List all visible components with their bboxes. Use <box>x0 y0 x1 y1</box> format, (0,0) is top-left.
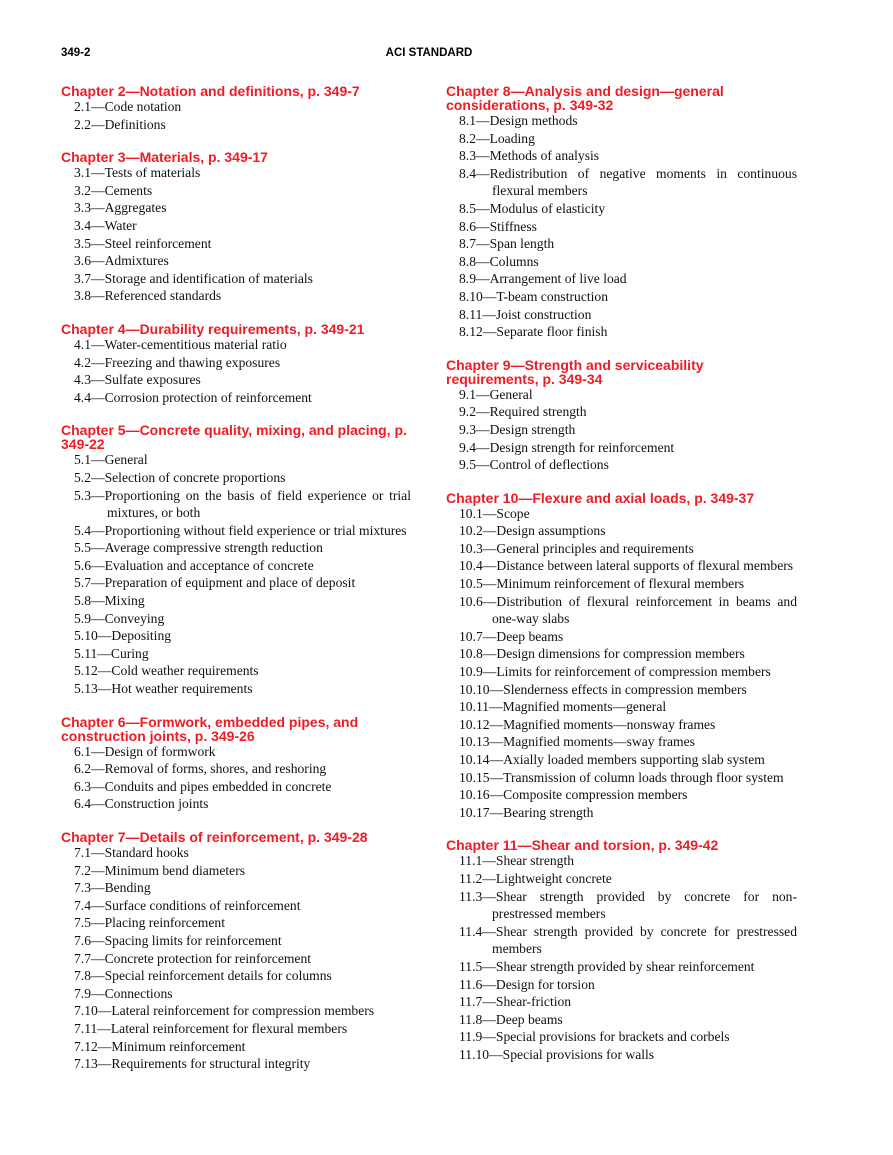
section-entry: 10.9—Limits for reinforcement of compression members <box>459 664 771 680</box>
chapter-heading: Chapter 11—Shear and torsion, p. 349-42 <box>446 837 719 854</box>
section-entry: 10.3—General principles and requirements <box>459 540 694 556</box>
chapter-section <box>61 423 411 697</box>
section-entry: 8.1—Design methods <box>459 113 578 128</box>
section-entry: 4.2—Freezing and thawing exposures <box>74 354 281 370</box>
section-entry: 11.2—Lightweight concrete <box>459 870 612 886</box>
section-entry: 5.2—Selection of concrete proportions <box>74 469 286 485</box>
section-entry: 3.4—Water <box>74 217 137 233</box>
toc-left-column <box>61 84 411 1090</box>
section-entry: 10.2—Design assumptions <box>459 523 606 539</box>
chapter-heading: Chapter 5—Concrete quality, mixing, and placing, p. 349-22 <box>61 422 407 453</box>
section-entry: 10.12—Magnified moments—nonsway frames <box>459 716 716 732</box>
section-entry: 5.6—Evaluation and acceptance of concrete <box>74 557 314 573</box>
chapter-section <box>61 715 411 813</box>
section-entry: 8.10—T-beam construction <box>459 288 608 304</box>
section-list <box>61 98 411 133</box>
section-entry: 10.6—Distribution of flexural reinforcement in beams and one-way slabs <box>459 593 797 627</box>
section-list <box>446 852 797 1063</box>
section-entry: 8.7—Span length <box>459 236 555 252</box>
section-entry: 10.5—Minimum reinforcement of flexural members <box>459 576 745 592</box>
section-entry: 5.8—Mixing <box>74 593 145 609</box>
section-entry: 8.12—Separate floor finish <box>459 324 608 340</box>
section-entry: 11.9—Special provisions for brackets and corbels <box>459 1029 730 1045</box>
section-entry: 3.8—Referenced standards <box>74 288 222 304</box>
section-entry: 9.5—Control of deflections <box>459 457 609 473</box>
section-entry: 9.2—Required strength <box>459 404 587 420</box>
section-entry: 8.11—Joist construction <box>459 306 592 322</box>
section-entry: 11.5—Shear strength provided by shear reinforcement <box>459 958 755 974</box>
chapter-section <box>61 84 411 133</box>
section-entry: 4.3—Sulfate exposures <box>74 372 201 388</box>
section-entry: 6.4—Construction joints <box>74 796 209 812</box>
section-entry: 7.11—Lateral reinforcement for flexural members <box>74 1020 348 1036</box>
section-entry: 11.7—Shear-friction <box>459 994 572 1010</box>
section-entry: 6.2—Removal of forms, shores, and reshoring <box>74 761 327 777</box>
section-entry: 3.2—Cements <box>74 182 153 198</box>
section-entry: 10.17—Bearing strength <box>459 804 594 820</box>
section-entry: 11.6—Design for torsion <box>459 976 595 992</box>
section-list <box>446 505 797 822</box>
section-entry: 3.5—Steel reinforcement <box>74 235 212 251</box>
section-entry: 5.3—Proportioning on the basis of field experience or trial mixtures, or both <box>74 487 411 521</box>
section-entry: 7.7—Concrete protection for reinforcement <box>74 950 312 966</box>
chapter-heading: Chapter 8—Analysis and design—general considerations, p. 349-32 <box>446 83 724 113</box>
section-list <box>446 386 797 474</box>
chapter-section <box>446 84 797 341</box>
section-entry: 6.1—Design of formwork <box>74 743 216 759</box>
chapter-heading: Chapter 2—Notation and definitions, p. 349-7 <box>61 83 360 99</box>
chapter-heading: Chapter 3—Materials, p. 349-17 <box>61 149 268 166</box>
section-entry: 10.1—Scope <box>459 505 530 521</box>
section-entry: 10.11—Magnified moments—general <box>459 699 667 715</box>
chapter-heading: Chapter 4—Durability requirements, p. 349-21 <box>61 320 365 337</box>
section-entry: 7.5—Placing reinforcement <box>74 915 225 931</box>
section-entry: 3.6—Admixtures <box>74 253 169 269</box>
section-list <box>61 164 411 305</box>
chapter-heading: Chapter 10—Flexure and axial loads, p. 349-37 <box>446 489 755 506</box>
section-entry: 10.10—Slenderness effects in compression members <box>459 681 747 697</box>
section-entry: 2.1—Code notation <box>74 99 182 114</box>
chapter-section <box>446 358 797 474</box>
section-entry: 4.4—Corrosion protection of reinforcement <box>74 389 312 405</box>
section-entry: 5.5—Average compressive strength reduction <box>74 540 323 556</box>
section-entry: 9.3—Design strength <box>459 421 576 437</box>
section-list <box>61 451 411 697</box>
section-entry: 5.4—Proportioning without field experience or trial mixtures <box>74 522 407 538</box>
section-entry: 7.9—Connections <box>74 985 173 1001</box>
section-entry: 10.14—Axially loaded members supporting slab system <box>459 752 765 767</box>
section-entry: 8.4—Redistribution of negative moments in continuous flexural members <box>459 165 797 199</box>
section-entry: 10.7—Deep beams <box>459 628 564 644</box>
section-entry: 8.6—Stiffness <box>459 218 537 234</box>
chapter-section <box>446 838 797 1063</box>
section-entry: 3.3—Aggregates <box>74 200 167 216</box>
section-entry: 5.13—Hot weather requirements <box>74 681 253 697</box>
section-entry: 7.10—Lateral reinforcement for compression members <box>74 1003 375 1019</box>
chapter-heading: Chapter 7—Details of reinforcement, p. 349-28 <box>61 829 368 845</box>
chapter-section <box>61 322 411 406</box>
section-entry: 11.4—Shear strength provided by concrete for prestressed members <box>459 923 797 957</box>
section-entry: 10.8—Design dimensions for compression members <box>459 646 745 662</box>
section-entry: 5.11—Curing <box>74 645 149 661</box>
section-entry: 7.13—Requirements for structural integrity <box>74 1056 311 1072</box>
section-entry: 2.2—Definitions <box>74 116 166 132</box>
section-entry: 5.7—Preparation of equipment and place of deposit <box>74 575 356 591</box>
section-entry: 6.3—Conduits and pipes embedded in concrete <box>74 778 332 794</box>
section-list <box>446 112 797 341</box>
section-entry: 11.8—Deep beams <box>459 1011 563 1027</box>
section-entry: 11.1—Shear strength <box>459 853 575 869</box>
chapter-section <box>446 491 797 822</box>
page-number: 349-2 <box>61 47 91 59</box>
section-entry: 8.8—Columns <box>459 253 539 269</box>
section-entry: 7.4—Surface conditions of reinforcement <box>74 897 301 913</box>
section-entry: 10.15—Transmission of column loads through floor system <box>459 769 784 785</box>
section-entry: 7.1—Standard hooks <box>74 845 189 860</box>
chapter-heading: Chapter 6—Formwork, embedded pipes, and construction joints, p. 349-26 <box>61 713 359 744</box>
section-entry: 8.2—Loading <box>459 130 535 146</box>
section-entry: 10.4—Distance between lateral supports of flexural members <box>459 558 794 574</box>
section-entry: 7.3—Bending <box>74 880 151 896</box>
section-list <box>61 743 411 813</box>
chapter-heading: Chapter 9—Strength and serviceability requirements, p. 349-34 <box>446 356 704 387</box>
section-entry: 5.9—Conveying <box>74 610 165 626</box>
chapter-section <box>61 830 411 1073</box>
section-entry: 3.1—Tests of materials <box>74 165 201 181</box>
section-entry: 11.3—Shear strength provided by concrete for non-prestressed members <box>459 888 797 922</box>
section-entry: 4.1—Water-cementitious material ratio <box>74 336 287 352</box>
section-entry: 11.10—Special provisions for walls <box>459 1046 655 1062</box>
section-entry: 3.7—Storage and identification of materials <box>74 270 313 286</box>
section-entry: 5.12—Cold weather requirements <box>74 663 259 679</box>
section-entry: 7.8—Special reinforcement details for columns <box>74 968 332 984</box>
section-entry: 7.6—Spacing limits for reinforcement <box>74 932 282 948</box>
section-entry: 9.1—General <box>459 386 533 402</box>
section-entry: 8.3—Methods of analysis <box>459 148 600 164</box>
section-entry: 8.9—Arrangement of live load <box>459 271 627 287</box>
toc-right-column <box>446 84 797 1081</box>
chapter-section <box>61 150 411 305</box>
page-header <box>61 47 797 65</box>
section-entry: 9.4—Design strength for reinforcement <box>459 439 675 455</box>
section-entry: 10.16—Composite compression members <box>459 787 688 803</box>
section-entry: 5.10—Depositing <box>74 628 172 644</box>
section-list <box>61 844 411 1073</box>
standard-title: ACI STANDARD <box>385 47 473 59</box>
section-entry: 7.12—Minimum reinforcement <box>74 1038 246 1054</box>
section-list <box>61 336 411 406</box>
section-entry: 7.2—Minimum bend diameters <box>74 862 246 878</box>
section-entry: 8.5—Modulus of elasticity <box>459 200 606 216</box>
section-entry: 5.1—General <box>74 452 148 468</box>
section-entry: 10.13—Magnified moments—sway frames <box>459 734 695 750</box>
